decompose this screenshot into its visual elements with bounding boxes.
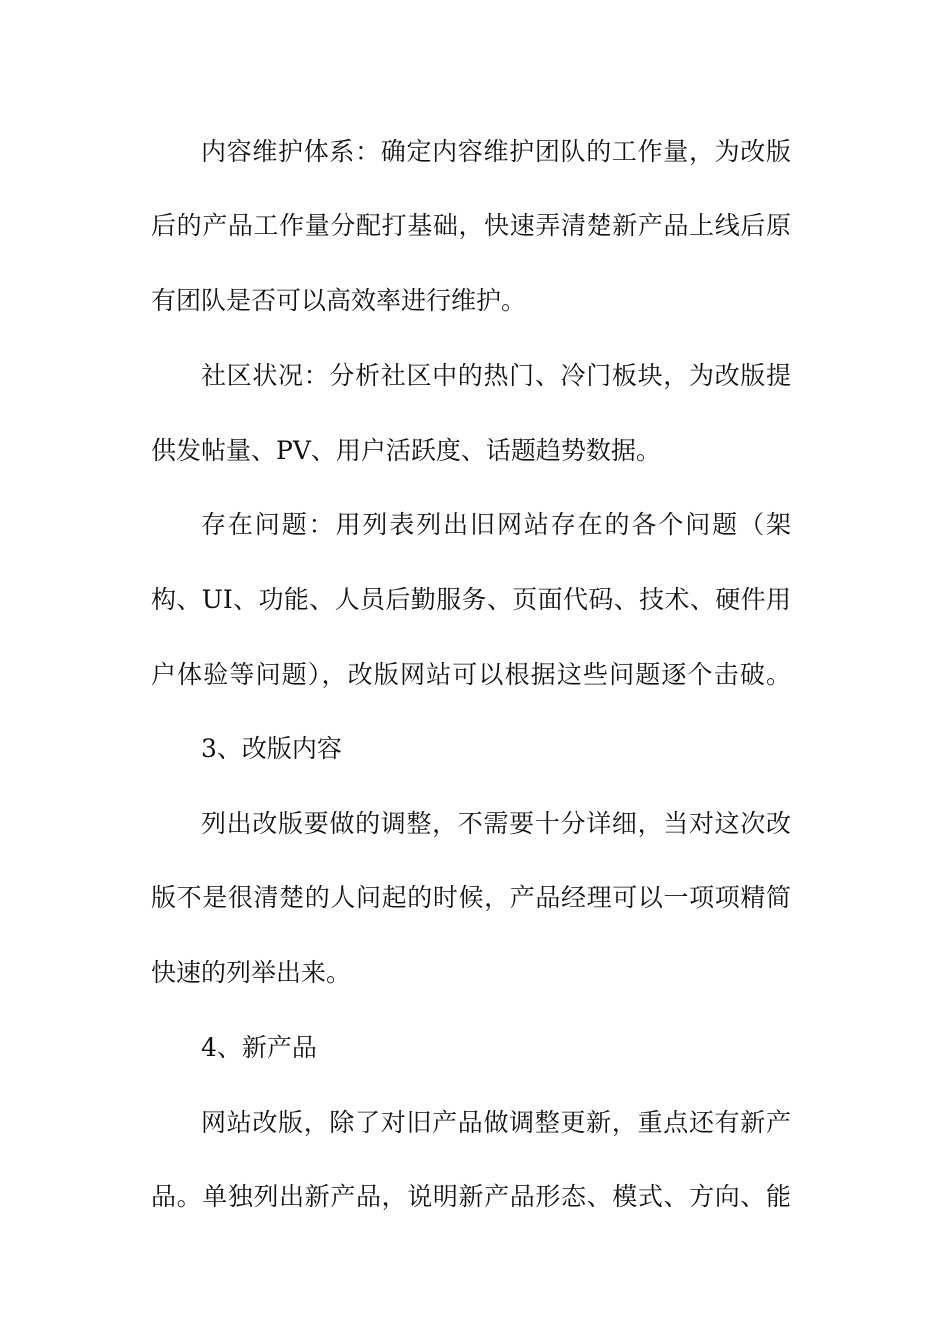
- section-heading-3: 3、改版内容: [201, 734, 342, 763]
- text-line-3: 有团队是否可以高效率进行维护。: [151, 286, 527, 315]
- text-line-15: 品。单独列出新产品，说明新产品形态、模式、方向、能: [151, 1182, 791, 1211]
- text-line-6: 存在问题：用列表列出旧网站存在的各个问题（架: [201, 510, 791, 539]
- text-line-1: 内容维护体系：确定内容维护团队的工作量，为改版: [201, 137, 791, 166]
- text-line-10: 列出改版要做的调整，不需要十分详细，当对这次改: [201, 809, 791, 838]
- section-heading-4: 4、新产品: [201, 1033, 317, 1062]
- text-line-14: 网站改版，除了对旧产品做调整更新，重点还有新产: [201, 1108, 791, 1137]
- text-line-12: 快速的列举出来。: [151, 958, 352, 987]
- text-line-2: 后的产品工作量分配打基础，快速弄清楚新产品上线后原: [151, 211, 791, 240]
- text-line-8: 户体验等问题），改版网站可以根据这些问题逐个击破。: [151, 660, 791, 689]
- text-line-7: 构、UI、功能、人员后勤服务、页面代码、技术、硬件用: [151, 585, 791, 614]
- text-line-11: 版不是很清楚的人问起的时候，产品经理可以一项项精简: [151, 883, 791, 912]
- text-line-4: 社区状况：分析社区中的热门、冷门板块，为改版提: [201, 361, 791, 390]
- text-line-5: 供发帖量、PV、用户活跃度、话题趋势数据。: [151, 436, 661, 465]
